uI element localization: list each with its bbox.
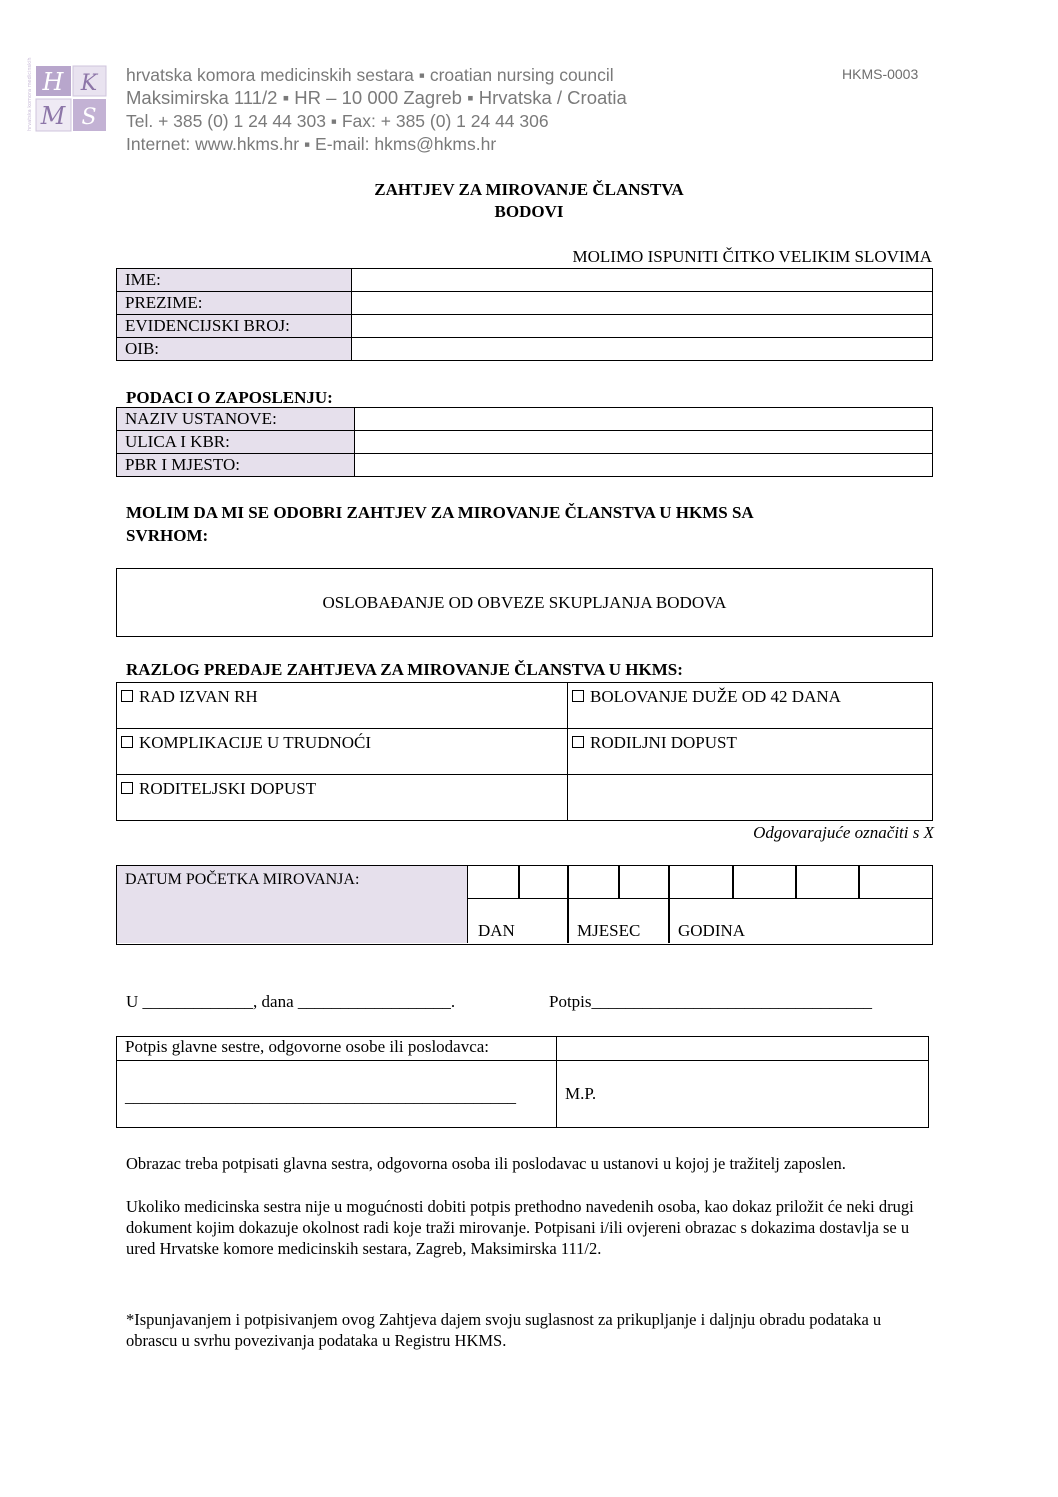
- street-field[interactable]: [355, 431, 933, 454]
- table-row: [117, 729, 933, 775]
- checkbox[interactable]: [121, 782, 133, 794]
- reason-sick-leave[interactable]: [568, 683, 933, 729]
- note-signature-requirement: Obrazac treba potpisati glavna sestra, odgovorna osoba ili poslodavac u ustanovi u kojoj je tražitelj zaposlen.: [126, 1154, 846, 1173]
- note-consent: *Ispunjavanjem i potpisivanjem ovog Zahtjeva dajem svoju suglasnost za prikupljanje i daljnju obradu podataka u obrascu u svrhu povezivanja podataka u Registru HKMS.: [126, 1310, 882, 1350]
- institution-name-field[interactable]: [355, 408, 933, 431]
- empty-cell: [557, 1037, 929, 1061]
- employment-heading: PODACI O ZAPOSLENJU:: [126, 388, 333, 407]
- signature-line: [549, 992, 872, 1012]
- reasons-table: [116, 682, 933, 821]
- hkms-logo: [26, 56, 116, 140]
- logo-letter-s: S: [81, 105, 97, 130]
- employment-table: [116, 407, 933, 477]
- checkbox[interactable]: [121, 736, 133, 748]
- reason-label: KOMPLIKACIJE U TRUDNOĆI: [139, 733, 372, 752]
- table-row: [117, 775, 933, 821]
- date-prefix: , dana: [253, 992, 294, 1011]
- table-row: [117, 292, 933, 315]
- logo-side-text: hrvatska komora medicinskih sestara: [27, 56, 33, 131]
- table-row: [117, 1037, 929, 1061]
- year-caption: GODINA: [678, 921, 746, 940]
- reason-maternity-leave[interactable]: [568, 729, 933, 775]
- oib-field[interactable]: [352, 338, 933, 361]
- mark-note: Odgovarajuće označiti s X: [753, 823, 934, 842]
- table-row: [117, 1061, 929, 1128]
- reason-pregnancy-complications[interactable]: [117, 729, 568, 775]
- request-statement-cont: SVRHOM:: [126, 526, 209, 545]
- field-label: PBR I MJESTO:: [117, 454, 355, 477]
- form-subtitle: BODOVI: [494, 202, 564, 221]
- logo-letter-m: M: [40, 102, 66, 130]
- checkbox[interactable]: [572, 736, 584, 748]
- logo-letter-h: H: [42, 68, 64, 96]
- reason-label: BOLOVANJE DUŽE OD 42 DANA: [590, 687, 841, 706]
- org-address: Maksimirska 111/2 ▪ HR – 10 000 Zagreb ▪ Hrvatska / Croatia: [126, 87, 627, 108]
- field-label: NAZIV USTANOVE:: [117, 408, 355, 431]
- place-date-line: [126, 992, 455, 1012]
- postal-city-field[interactable]: [355, 454, 933, 477]
- table-row: [117, 408, 933, 431]
- purpose-box: [116, 568, 933, 637]
- date-field[interactable]: __________________.: [297, 992, 456, 1011]
- registration-number-field[interactable]: [352, 315, 933, 338]
- first-name-field[interactable]: [352, 269, 933, 292]
- empty-cell: [568, 775, 933, 821]
- field-label: PREZIME:: [117, 292, 352, 315]
- note-alternative-proof: Ukoliko medicinska sestra nije u mogućnosti dobiti potpis prethodno navedenih osoba, kao dokaz priložit će neki drugi dokument kojim dokazuje okolnost radi koje traži mirovanje. Potpisani i/ili ovjereni obrazac s dokazima dostavlja se u ured Hrvatske komore medicinskih sestara, Zagreb, Maksimirska 111/2.: [126, 1197, 914, 1258]
- reason-parental-leave[interactable]: [117, 775, 568, 821]
- stamp-label: M.P.: [565, 1084, 597, 1103]
- place-field[interactable]: _____________: [142, 992, 254, 1011]
- day-caption: DAN: [478, 921, 515, 940]
- table-row: [117, 683, 933, 729]
- head-signature-field[interactable]: [117, 1061, 557, 1128]
- head-signature-label: Potpis glavne sestre, odgovorne osobe ili poslodavca:: [117, 1037, 557, 1061]
- table-row: [117, 431, 933, 454]
- signature-label: Potpis: [549, 992, 592, 1011]
- field-label: EVIDENCIJSKI BROJ:: [117, 315, 352, 338]
- field-label: ULICA I KBR:: [117, 431, 355, 454]
- request-statement: MOLIM DA MI SE ODOBRI ZAHTJEV ZA MIROVANJE ČLANSTVA U HKMS SA: [126, 503, 754, 522]
- date-caption-row: [468, 899, 932, 943]
- logo-letter-k: K: [80, 71, 98, 96]
- checkbox[interactable]: [572, 690, 584, 702]
- reasons-heading: RAZLOG PREDAJE ZAHTJEVA ZA MIROVANJE ČLANSTVA U HKMS:: [126, 660, 683, 679]
- last-name-field[interactable]: [352, 292, 933, 315]
- personal-data-table: [116, 268, 933, 361]
- signature-field[interactable]: _________________________________: [591, 992, 873, 1011]
- form-code: HKMS-0003: [842, 66, 919, 82]
- form-title: ZAHTJEV ZA MIROVANJE ČLANSTVA: [374, 180, 684, 199]
- start-date-box: [116, 865, 933, 945]
- reason-label: RODITELJSKI DOPUST: [139, 779, 317, 798]
- place-prefix: U: [126, 992, 139, 1011]
- head-signature-table: [116, 1036, 929, 1128]
- checkbox[interactable]: [121, 690, 133, 702]
- reason-label: RODILJNI DOPUST: [590, 733, 737, 752]
- org-web: Internet: www.hkms.hr ▪ E-mail: hkms@hkms.hr: [126, 134, 497, 154]
- table-row: [117, 315, 933, 338]
- reason-work-abroad[interactable]: [117, 683, 568, 729]
- date-digit-row[interactable]: [468, 866, 932, 899]
- month-caption: MJESEC: [577, 921, 641, 940]
- table-row: [117, 269, 933, 292]
- stamp-cell: [557, 1061, 929, 1128]
- fill-instruction: MOLIMO ISPUNITI ČITKO VELIKIM SLOVIMA: [572, 247, 932, 266]
- head-signature-line[interactable]: ______________________________________________: [125, 1087, 516, 1106]
- reason-label: RAD IZVAN RH: [139, 687, 258, 706]
- purpose-text: OSLOBAĐANJE OD OBVEZE SKUPLJANJA BODOVA: [322, 592, 727, 612]
- field-label: IME:: [117, 269, 352, 292]
- table-row: [117, 338, 933, 361]
- table-row: [117, 454, 933, 477]
- start-date-label: DATUM POČETKA MIROVANJA:: [117, 866, 468, 943]
- field-label: OIB:: [117, 338, 352, 361]
- org-name: hrvatska komora medicinskih sestara ▪ croatian nursing council: [126, 65, 614, 85]
- org-phone: Tel. + 385 (0) 1 24 44 303 ▪ Fax: + 385 (0) 1 24 44 306: [126, 111, 549, 131]
